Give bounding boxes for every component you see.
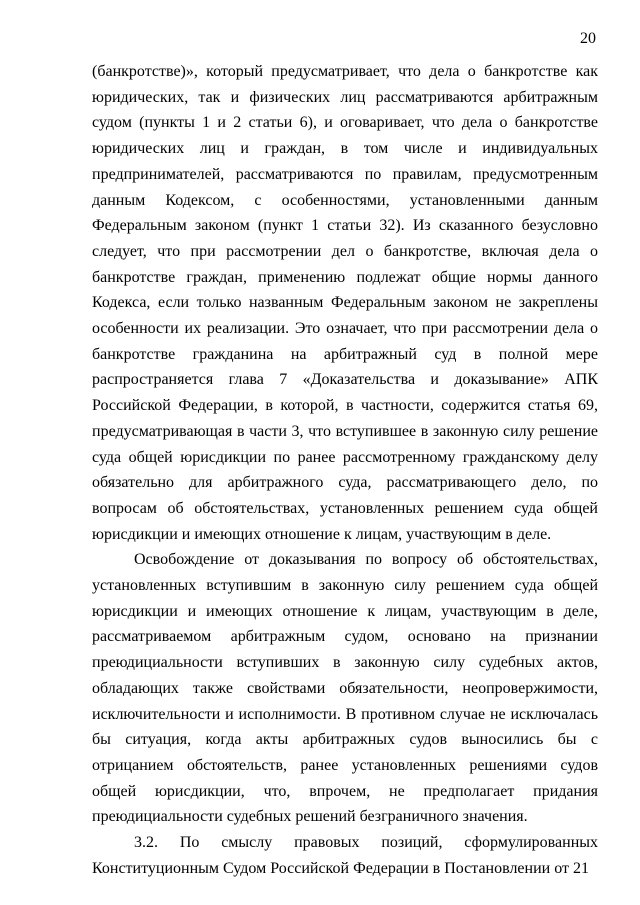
page-number: 20 [580,30,596,47]
paragraph-exemption-from-proof: Освобождение от доказывания по вопросу об обстоятельствах, установленных вступившим в законную силу решением суда общей юрисдикции и имеющих отношение к лицам, участвующим в деле, рассматриваемом арбитражным судом, основано на признании преюдициальности вступивших в законную силу судебных актов, обладающих также свойствами обязательности, неопровержимости, исключительности и исполнимости. В противном случае не исключалась бы ситуация, когда акты арбитражных судов выносились бы с отрицанием обстоятельств, ранее установленных решениями судов общей юрисдикции, что, впрочем, не предполагает придания преюдициальности судебных решений безграничного значения. [92,551,598,826]
document-body [92,59,598,882]
paragraph-section-3-2: 3.2. По смыслу правовых позиций, сформулированных Конституционным Судом Российской Федерации в Постановлении от 21 [92,834,598,877]
paragraph-continued: (банкротстве)», который предусматривает, что дела о банкротстве как юридических, так и физических лиц рассматриваются арбитражным судом (пункты 1 и 2 статьи 6), и оговаривает, что дела о банкротстве юридических лиц и граждан, в том числе и индивидуальных предпринимателей, рассматриваются по правилам, предусмотренным данным Кодексом, с особенностями, установленными данным Федеральным законом (пункт 1 статьи 32). Из сказанного безусловно следует, что при рассмотрении дел о банкротстве, включая дела о банкротстве граждан, применению подлежат общие нормы данного Кодекса, если только названным Федеральным законом не закреплены особенности их реализации. Это означает, что при рассмотрении дела о банкротстве гражданина на арбитражный суд в полной мере распространяется глава 7 «Доказательства и доказывание» АПК Российской Федерации, в которой, в частности, содержится статья 69, предусматривающая в части 3, что вступившее в законную силу решение суда общей юрисдикции по ранее рассмотренному гражданскому делу обязательно для арбитражного суда, рассматривающего дело, по вопросам об обстоятельствах, установленных решением суда общей юрисдикции и имеющих отношение к лицам, участвующим в деле. [92,63,598,543]
